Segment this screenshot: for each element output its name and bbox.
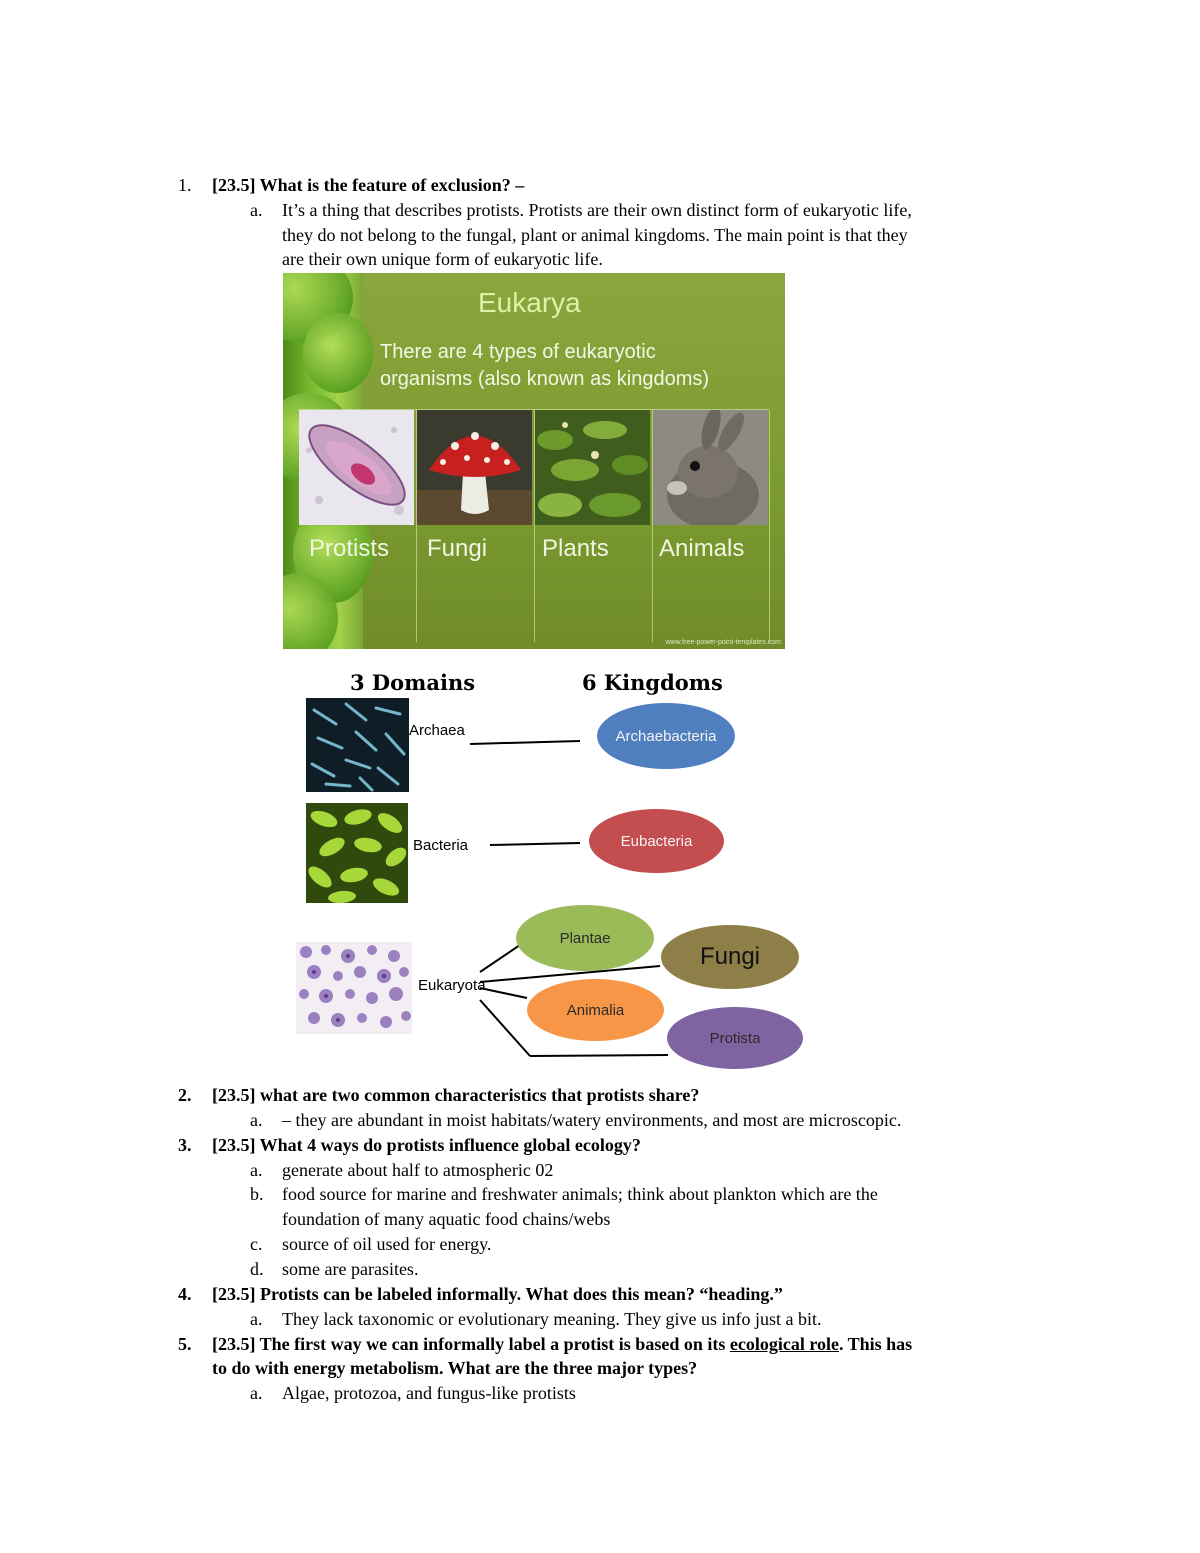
slide-subtitle <box>380 339 709 393</box>
label-plants: Plants <box>542 535 609 562</box>
q1-answer-line3: are their own unique form of eukaryotic life. <box>282 249 603 269</box>
q5-underlined-term: ecological role <box>729 1334 839 1354</box>
kingdom-eubacteria: Eubacteria <box>589 809 724 873</box>
q3-answer-a-letter: a. <box>250 1160 263 1180</box>
q1-answer-letter: a. <box>250 200 263 220</box>
q3-answer-a: generate about half to atmospheric 02 <box>282 1160 554 1180</box>
q5-number: 5. <box>178 1334 192 1354</box>
q1-answer-line2: they do not belong to the fungal, plant or animal kingdoms. The main point is that they <box>282 225 908 245</box>
archaea-image <box>306 698 409 792</box>
slide-title: Eukarya <box>478 287 581 318</box>
q3-answer-d-letter: d. <box>250 1259 264 1279</box>
mushroom-image <box>417 410 532 525</box>
q2-answer-letter: a. <box>250 1110 263 1130</box>
panel-divider <box>534 410 535 642</box>
panel-divider <box>652 410 653 642</box>
q5-answer-line1: Algae, protozoa, and fungus-like protists <box>282 1383 576 1403</box>
q3-answer-b-line2: foundation of many aquatic food chains/webs <box>282 1209 611 1229</box>
rabbit-image <box>653 410 768 525</box>
plants-image <box>535 410 650 525</box>
q5-text-line2: to do with energy metabolism. What are the three major types? <box>212 1358 698 1378</box>
q4-text: [23.5] Protists can be labeled informally. What does this mean? “heading.” <box>212 1284 783 1304</box>
domains-heading: 3 Domains <box>350 670 476 695</box>
q3-answer-c: source of oil used for energy. <box>282 1234 492 1254</box>
kingdom-protista: Protista <box>667 1007 803 1069</box>
q1-answer-line1: It’s a thing that describes protists. Protists are their own distinct form of eukaryotic life, <box>282 200 912 220</box>
q3-number: 3. <box>178 1135 192 1155</box>
q2-text: [23.5] what are two common characteristics that protists share? <box>212 1085 700 1105</box>
kingdom-archaebacteria: Archaebacteria <box>597 703 735 769</box>
eukarya-slide <box>283 273 785 649</box>
slide-credit: www.free-power-point-templates.com <box>665 639 781 646</box>
kingdom-plantae: Plantae <box>516 905 654 971</box>
eukaryota-image <box>296 942 412 1034</box>
leaf-shape <box>303 313 373 393</box>
label-fungi: Fungi <box>427 535 488 562</box>
domain-eukaryota: Eukaryota <box>418 977 486 994</box>
q3-answer-b-letter: b. <box>250 1184 264 1204</box>
q5-prefix: [23.5] The first way we can informally label a protist is based on its <box>212 1334 730 1354</box>
kingdom-fungi: Fungi <box>661 925 799 989</box>
label-protists: Protists <box>309 535 390 562</box>
q2-number: 2. <box>178 1085 192 1105</box>
q1-text: [23.5] What is the feature of exclusion? – <box>212 175 525 195</box>
q4-number: 4. <box>178 1284 192 1304</box>
q1-number: 1. <box>178 175 192 195</box>
panel-divider <box>769 410 770 642</box>
q2-answer-line1: – they are abundant in moist habitats/watery environments, and most are microscopic. <box>282 1110 902 1130</box>
q3-answer-d: some are parasites. <box>282 1259 419 1279</box>
label-animals: Animals <box>659 535 745 562</box>
q5-answer-letter: a. <box>250 1383 263 1403</box>
q3-text: [23.5] What 4 ways do protists influence global ecology? <box>212 1135 641 1155</box>
q5-text-line1 <box>212 1334 912 1355</box>
panel-divider <box>416 410 417 642</box>
q5-suffix: . This has <box>838 1334 913 1354</box>
q4-answer-line1: They lack taxonomic or evolutionary meaning. They give us info just a bit. <box>282 1309 822 1329</box>
domain-bacteria: Bacteria <box>413 837 469 854</box>
kingdom-animalia: Animalia <box>527 979 664 1041</box>
q3-answer-b-line1: food source for marine and freshwater animals; think about plankton which are the <box>282 1184 878 1204</box>
bacteria-image <box>306 803 408 903</box>
slide-subtitle-line2: organisms (also known as kingdoms) <box>380 368 710 390</box>
q4-answer-letter: a. <box>250 1309 263 1329</box>
slide-subtitle-line1: There are 4 types of eukaryotic <box>380 341 656 363</box>
kingdoms-heading: 6 Kingdoms <box>582 670 723 695</box>
q3-answer-c-letter: c. <box>250 1234 263 1254</box>
protist-image <box>299 410 414 525</box>
domain-archaea: Archaea <box>409 722 465 739</box>
